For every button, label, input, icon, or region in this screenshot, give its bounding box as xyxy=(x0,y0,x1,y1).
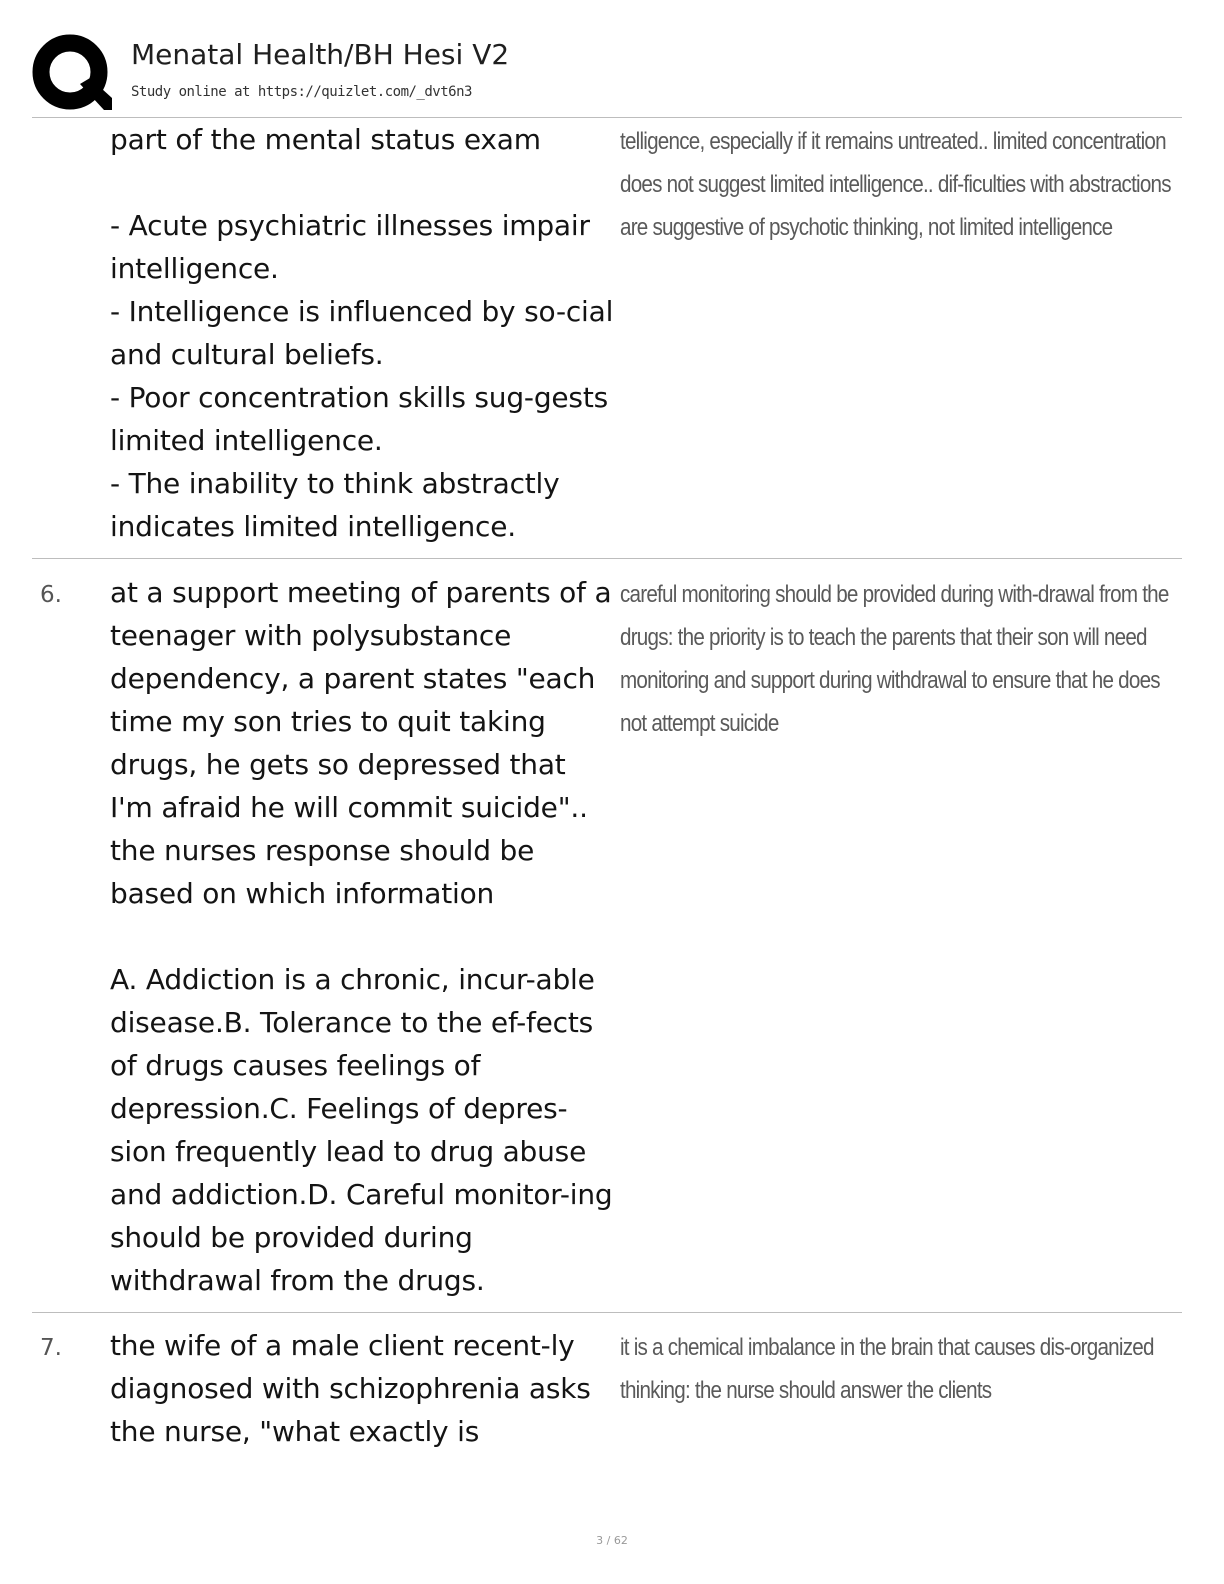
page-number: 3 / 62 xyxy=(596,1534,628,1547)
card-question: part of the mental status exam - Acute psychiatric illnesses impair intelligence. - Intelligence is influenced by so-cial and cultural beliefs. - Poor concentration skills sug-gests limited intelligence. - The inability to think abstractly indicates limited intelligence. xyxy=(110,123,614,543)
quizlet-logo-icon xyxy=(32,34,112,114)
page-header xyxy=(32,34,1182,118)
card-answer: it is a chemical imbalance in the brain that causes dis-organized thinking: the nurse should answer the clients xyxy=(620,1334,1154,1404)
divider xyxy=(32,1312,1182,1313)
divider xyxy=(32,558,1182,559)
study-online-link[interactable]: Study online at https://quizlet.com/_dvt6n3 xyxy=(131,84,472,100)
card-number: 6. xyxy=(40,582,62,608)
card-question: the wife of a male client recent-ly diagnosed with schizophrenia asks the nurse, "what exactly is xyxy=(110,1329,591,1448)
document-title: Menatal Health/BH Hesi V2 xyxy=(131,38,510,71)
card-answer: careful monitoring should be provided during with-drawal from the drugs: the priority is to teach the parents that their son will need monitoring and support during withdrawal to ensure that he does not attempt suicide xyxy=(620,581,1169,737)
card-answer: telligence, especially if it remains untreated.. limited concentration does not suggest limited intelligence.. dif-ficulties with abstractions are suggestive of psychotic thinking, not limited intelligence xyxy=(620,128,1171,241)
card-number: 7. xyxy=(40,1335,62,1361)
card-question: at a support meeting of parents of a teenager with polysubstance dependency, a parent states "each time my son tries to quit taking drugs, he gets so depressed that I'm afraid he will commit suicide".. the nurses response should be based on which information A. Addiction is a chronic, incur-able disease.B. Tolerance to the ef-fects of drugs causes feelings of depression.C. Feelings of depres-sion frequently lead to drug abuse and addiction.D. Careful monitor-ing should be provided during withdrawal from the drugs. xyxy=(110,576,613,1297)
